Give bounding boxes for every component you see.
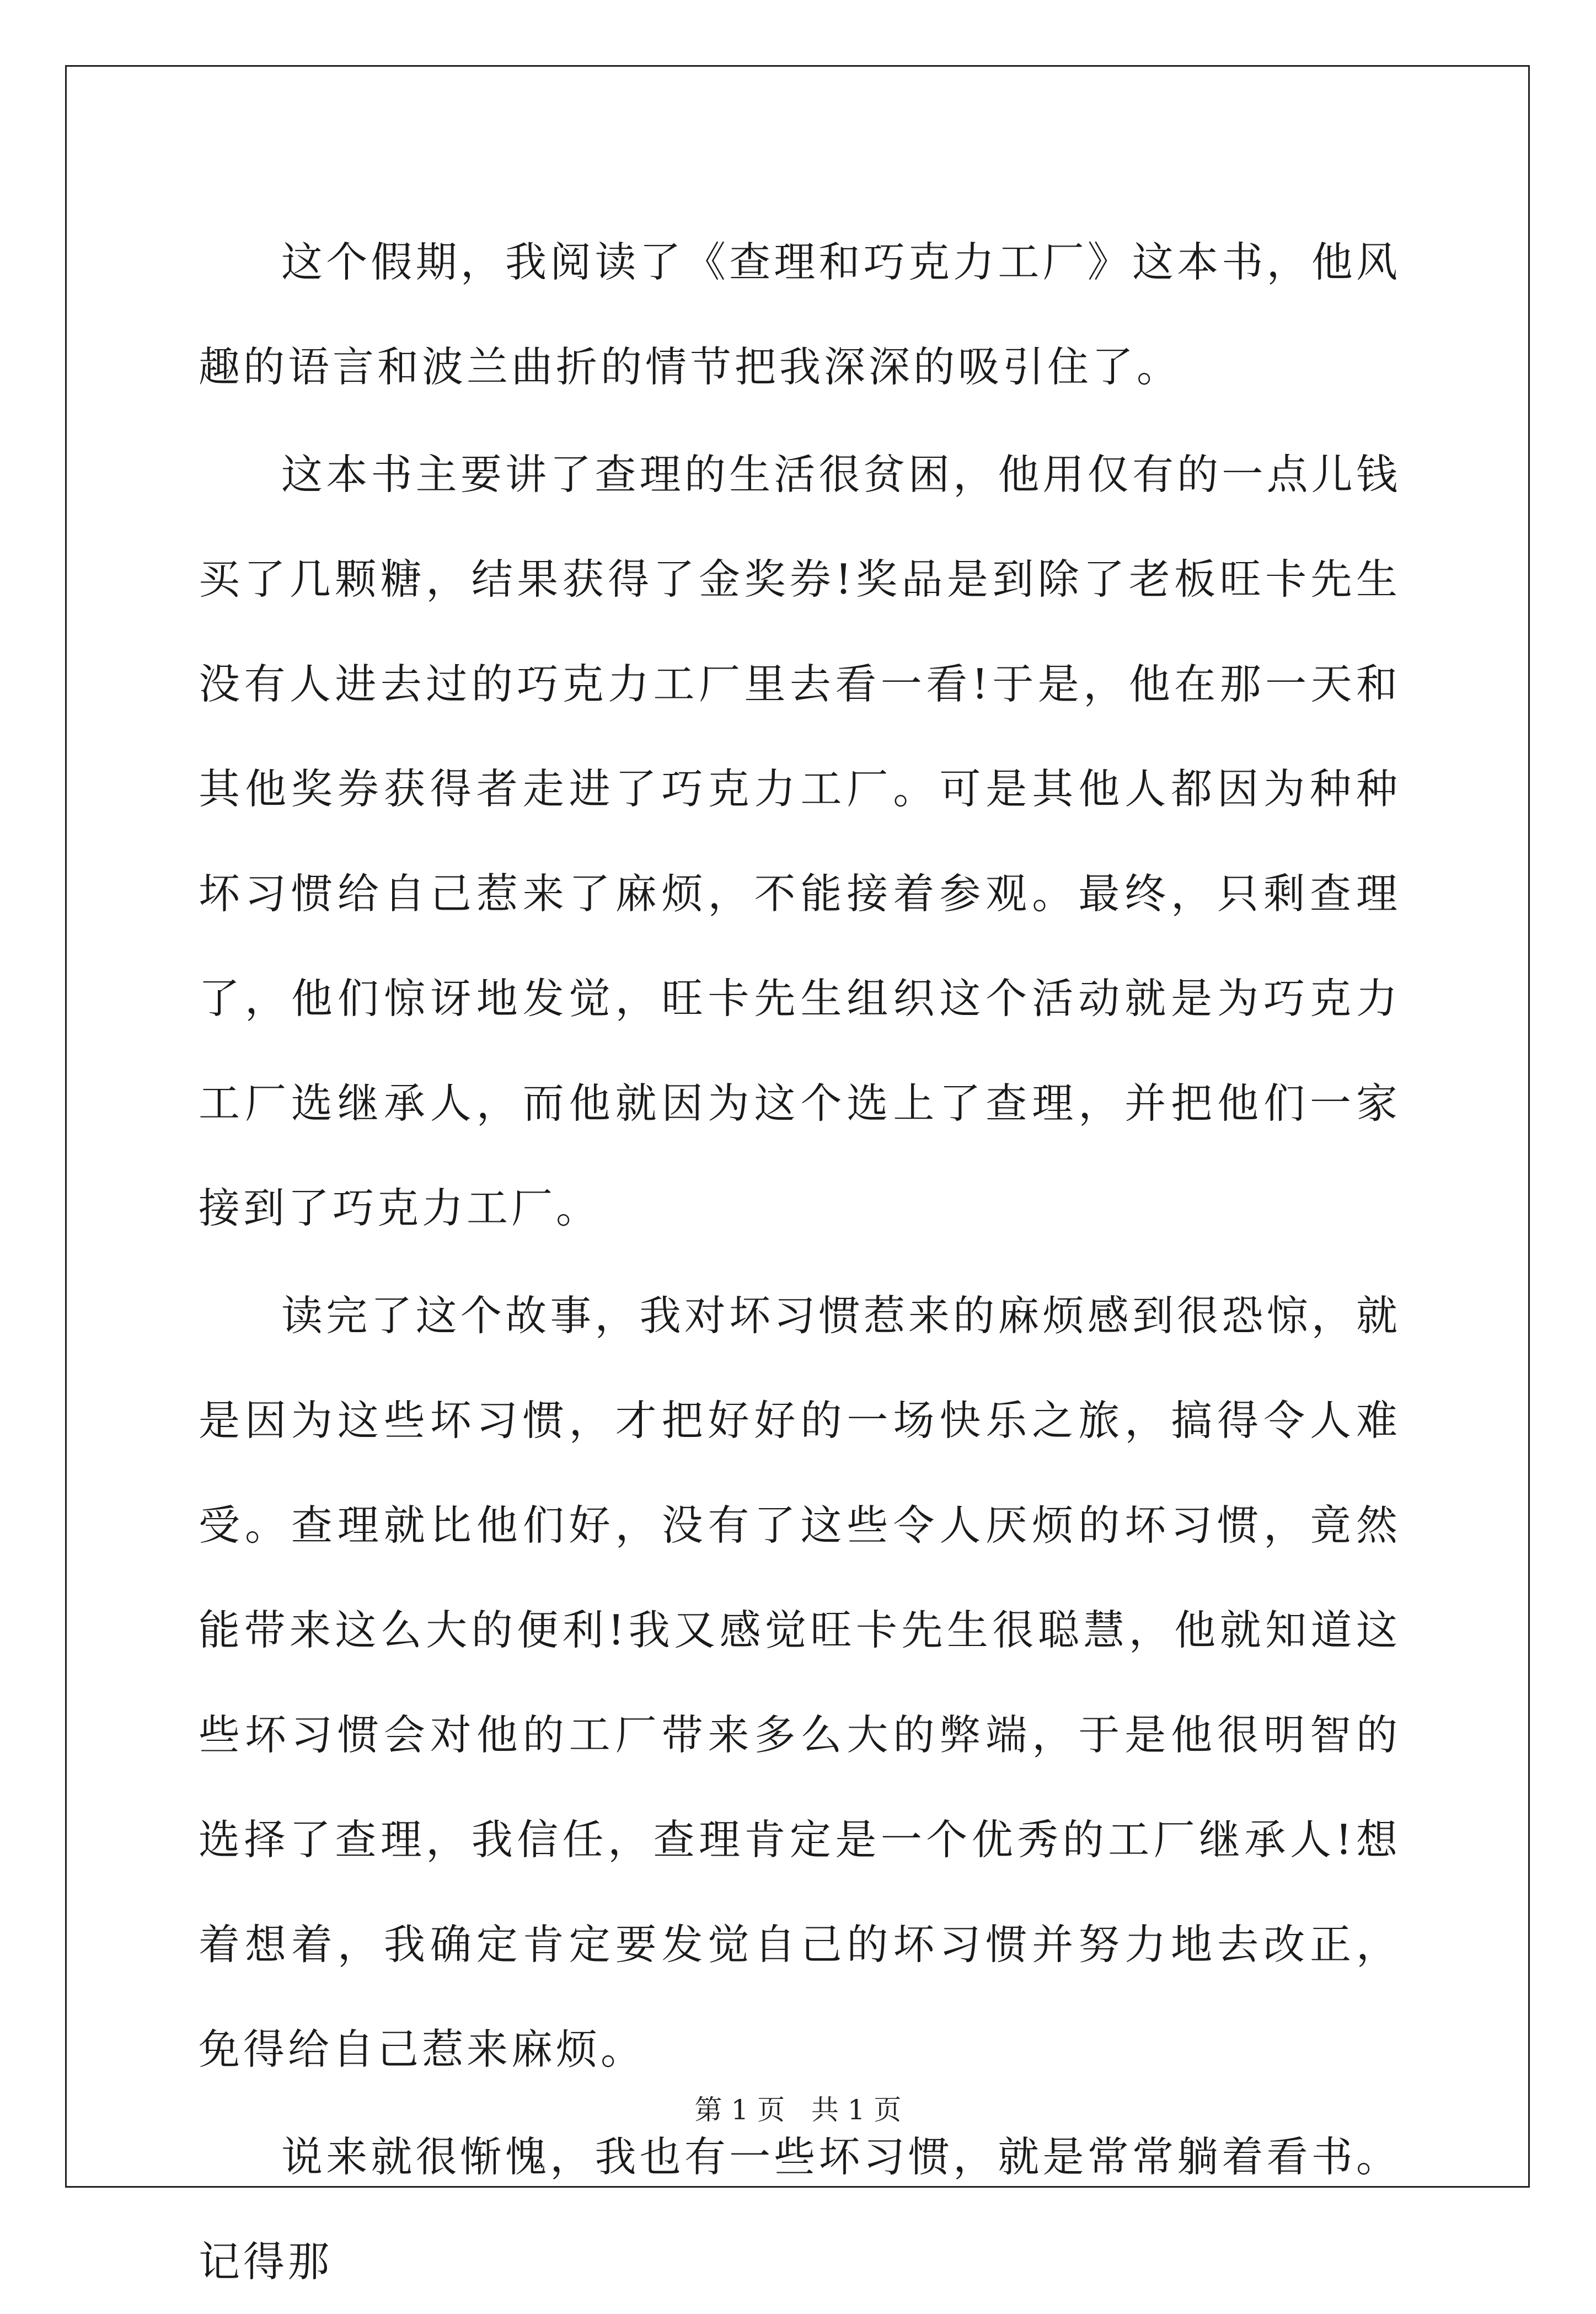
paragraph-1: 这个假期，我阅读了《查理和巧克力工厂》这本书，他风趣的语言和波兰曲折的情节把我深深的吸引住了。 <box>199 238 1401 391</box>
page-footer: 第 1 页 共 1 页 <box>694 2094 902 2126</box>
paragraph-3: 读完了这个故事，我对坏习惯惹来的麻烦感到很恐惊，就是因为这些坏习惯，才把好好的一场快乐之旅，搞得令人难受。查理就比他们好，没有了这些令人厌烦的坏习惯，竟然能带来这么大的便利!我又感觉旺卡先生很聪慧，他就知道这些坏习惯会对他的工厂带来多么大的弊端，于是他很明智的选择了查理，我信任，查理肯定是一个优秀的工厂继承人!想着想着，我确定肯定要发觉自己的坏习惯并努力地去改正，免得给自己惹来麻烦。 <box>199 1291 1401 2073</box>
paragraph-2: 这本书主要讲了查理的生活很贫困，他用仅有的一点儿钱买了几颗糖，结果获得了金奖券!奖品是到除了老板旺卡先生没有人进去过的巧克力工厂里去看一看!于是，他在那一天和其他奖券获得者走进了巧克力工厂。可是其他人都因为种种坏习惯给自己惹来了麻烦，不能接着参观。最终，只剩查理了，他们惊讶地发觉，旺卡先生组织这个活动就是为巧克力工厂选继承人，而他就因为这个选上了查理，并把他们一家接到了巧克力工厂。 <box>199 450 1401 1232</box>
document-body <box>199 210 1401 2314</box>
paragraph-4: 说来就很惭愧，我也有一些坏习惯，就是常常躺着看书。记得那 <box>199 2133 1401 2286</box>
